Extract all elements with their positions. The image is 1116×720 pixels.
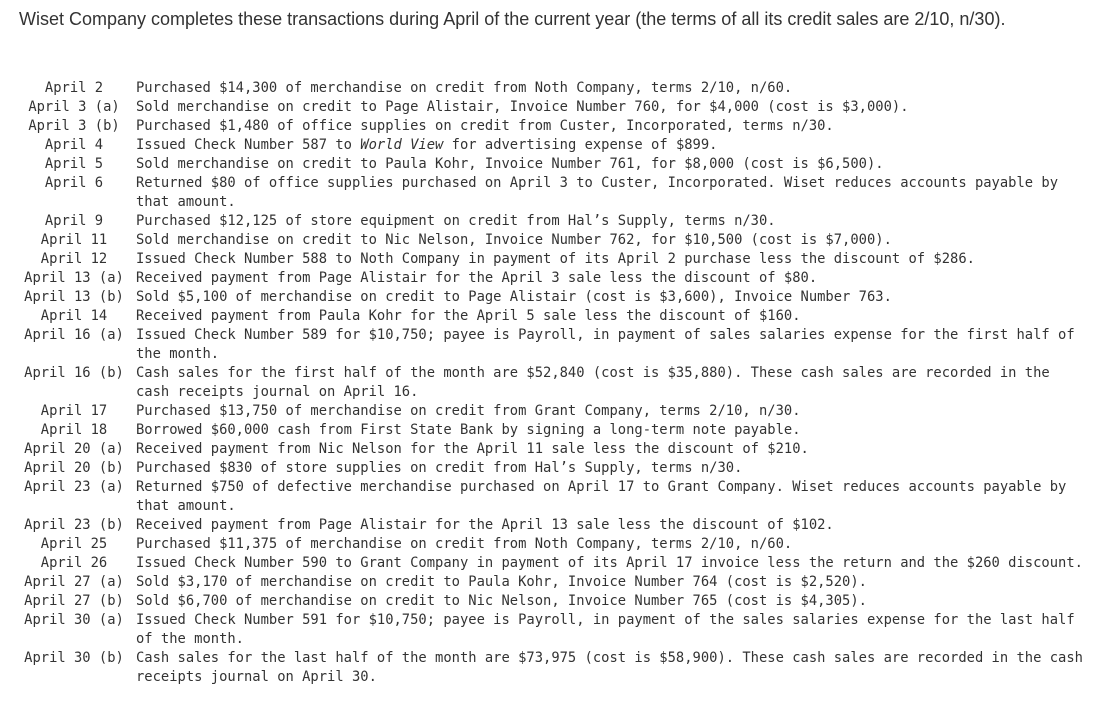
transaction-row — [15, 117, 1086, 136]
transaction-row — [15, 250, 1086, 269]
transaction-row — [15, 573, 1086, 592]
transaction-row — [15, 136, 1086, 155]
transaction-date: April 2 — [44, 80, 104, 96]
transaction-description: Sold merchandise on credit to Paula Kohr, Invoice Number 761, for $8,000 (cost is $6,500). — [136, 156, 884, 172]
transaction-date: April 13 (b) — [24, 289, 124, 305]
transaction-row — [15, 478, 1086, 516]
transaction-date: April 30 (b) — [24, 650, 124, 666]
transaction-description: Purchased $830 of store supplies on credit from Hal’s Supply, terms n/30. — [136, 460, 743, 476]
transaction-row — [15, 611, 1086, 649]
transaction-description: Sold $3,170 of merchandise on credit to Paula Kohr, Invoice Number 764 (cost is $2,520). — [136, 574, 867, 590]
transaction-date: April 23 (a) — [24, 479, 124, 495]
transaction-row — [15, 174, 1086, 212]
transactions-table — [15, 79, 1086, 687]
transaction-row — [15, 459, 1086, 478]
transaction-description: Purchased $14,300 of merchandise on credit from Noth Company, terms 2/10, n/60. — [136, 80, 793, 96]
transaction-row — [15, 535, 1086, 554]
transaction-row — [15, 592, 1086, 611]
transaction-date: April 27 (b) — [24, 593, 124, 609]
transaction-date: April 13 (a) — [24, 270, 124, 286]
transaction-description: Sold merchandise on credit to Page Alistair, Invoice Number 760, for $4,000 (cost is $3,000). — [136, 99, 909, 115]
transaction-date: April 23 (b) — [24, 517, 124, 533]
transaction-description: Returned $80 of office supplies purchased on April 3 to Custer, Incorporated. Wiset reduces accounts payable by that amount. — [136, 175, 1059, 210]
transaction-description: Received payment from Page Alistair for the April 3 sale less the discount of $80. — [136, 270, 818, 286]
transaction-date: April 5 — [44, 156, 104, 172]
transaction-description: Purchased $11,375 of merchandise on credit from Noth Company, terms 2/10, n/60. — [136, 536, 793, 552]
transaction-date: April 25 — [40, 536, 108, 552]
transaction-description: Cash sales for the first half of the month are $52,840 (cost is $35,880). These cash sales are recorded in the cash receipts journal on April 16. — [136, 365, 1050, 400]
transaction-description: Sold $5,100 of merchandise on credit to Page Alistair (cost is $3,600), Invoice Number 763. — [136, 289, 892, 305]
transaction-row — [15, 231, 1086, 250]
transaction-row — [15, 421, 1086, 440]
transaction-description — [133, 136, 1086, 155]
transaction-description: Issued Check Number 589 for $10,750; payee is Payroll, in payment of sales salaries expense for the first half of the month. — [136, 327, 1075, 362]
transaction-date: April 3 (a) — [28, 99, 120, 115]
transaction-row — [15, 79, 1086, 98]
transaction-date: April 9 — [44, 213, 104, 229]
transaction-description: Received payment from Page Alistair for the April 13 sale less the discount of $102. — [136, 517, 834, 533]
transaction-date: April 16 (b) — [24, 365, 124, 381]
transaction-description: Received payment from Nic Nelson for the April 11 sale less the discount of $210. — [136, 441, 809, 457]
transaction-description: Sold merchandise on credit to Nic Nelson, Invoice Number 762, for $10,500 (cost is $7,000). — [136, 232, 892, 248]
transaction-date: April 27 (a) — [24, 574, 124, 590]
description-text: Issued Check Number 587 to — [136, 137, 361, 153]
transaction-description: Borrowed $60,000 cash from First State Bank by signing a long-term note payable. — [136, 422, 801, 438]
transaction-row — [15, 269, 1086, 288]
transaction-date: April 3 (b) — [28, 118, 120, 134]
transaction-date: April 4 — [44, 137, 104, 153]
transaction-row — [15, 307, 1086, 326]
transaction-date: April 12 — [40, 251, 108, 267]
transaction-description: Returned $750 of defective merchandise purchased on April 17 to Grant Company. Wiset reduces accounts payable by that amount. — [136, 479, 1067, 514]
transaction-date: April 17 — [40, 403, 108, 419]
transaction-row — [15, 649, 1086, 687]
problem-intro: Wiset Company completes these transactions during April of the current year (the terms of all its credit sales are 2/10, n/30). — [19, 9, 1006, 29]
transaction-row — [15, 155, 1086, 174]
transaction-row — [15, 326, 1086, 364]
transaction-description: Cash sales for the last half of the month are $73,975 (cost is $58,900). These cash sales are recorded in the cash receipts journal on April 30. — [136, 650, 1083, 685]
transaction-description: Purchased $1,480 of office supplies on credit from Custer, Incorporated, terms n/30. — [136, 118, 834, 134]
transaction-date: April 26 — [40, 555, 108, 571]
transaction-row — [15, 402, 1086, 421]
transaction-date: April 16 (a) — [24, 327, 124, 343]
transaction-description: Issued Check Number 590 to Grant Company in payment of its April 17 invoice less the return and the $260 discount. — [136, 555, 1083, 571]
transaction-date: April 11 — [40, 232, 108, 248]
transaction-row — [15, 288, 1086, 307]
transaction-description: Issued Check Number 588 to Noth Company in payment of its April 2 purchase less the discount of $286. — [136, 251, 975, 267]
transaction-date: April 6 — [44, 175, 104, 191]
transaction-date: April 30 (a) — [24, 612, 124, 628]
transaction-row — [15, 516, 1086, 535]
transaction-date: April 20 (a) — [24, 441, 124, 457]
transaction-row — [15, 440, 1086, 459]
transaction-description: Purchased $13,750 of merchandise on credit from Grant Company, terms 2/10, n/30. — [136, 403, 801, 419]
transaction-description: Purchased $12,125 of store equipment on credit from Hal’s Supply, terms n/30. — [136, 213, 776, 229]
transaction-date: April 18 — [40, 422, 108, 438]
transaction-description: Received payment from Paula Kohr for the April 5 sale less the discount of $160. — [136, 308, 801, 324]
transaction-row — [15, 98, 1086, 117]
transaction-row — [15, 212, 1086, 231]
transaction-description: Issued Check Number 591 for $10,750; payee is Payroll, in payment of the sales salaries expense for the last half of the month. — [136, 612, 1075, 647]
publication-name: World View — [360, 137, 444, 153]
description-text: for advertising expense of $899. — [443, 137, 718, 153]
transaction-row — [15, 364, 1086, 402]
transaction-date: April 20 (b) — [24, 460, 124, 476]
transaction-row — [15, 554, 1086, 573]
transaction-description: Sold $6,700 of merchandise on credit to Nic Nelson, Invoice Number 765 (cost is $4,305). — [136, 593, 867, 609]
transaction-date: April 14 — [40, 308, 108, 324]
